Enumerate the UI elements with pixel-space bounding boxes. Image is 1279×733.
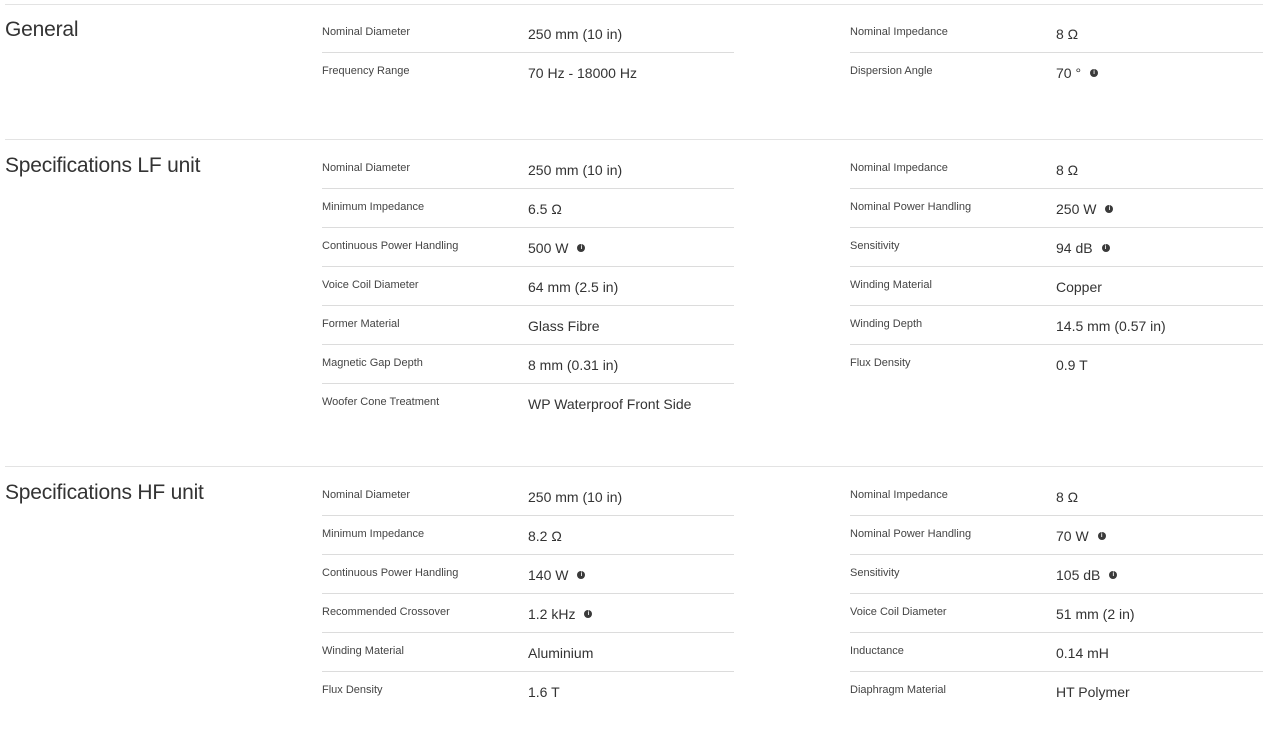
spec-value-cell — [1056, 567, 1117, 583]
spec-row — [322, 228, 734, 267]
spec-value: 8 Ω — [1056, 162, 1079, 178]
spec-value-cell — [528, 645, 593, 661]
spec-value: 1.2 kHz — [528, 606, 576, 622]
spec-value: 140 W — [528, 567, 569, 583]
spec-value-cell — [528, 65, 637, 81]
spec-value: HT Polymer — [1056, 684, 1130, 700]
spec-value-cell — [528, 201, 562, 217]
spec-value-cell — [528, 240, 585, 256]
spec-row — [850, 267, 1263, 306]
spec-column-right — [850, 150, 1263, 383]
spec-label: Continuous Power Handling — [322, 240, 459, 252]
spec-value-cell — [1056, 684, 1130, 700]
spec-row — [322, 555, 734, 594]
spec-value-cell — [528, 606, 592, 622]
spec-row — [322, 594, 734, 633]
spec-label: Magnetic Gap Depth — [322, 357, 423, 369]
spec-value-cell — [528, 396, 691, 412]
spec-row — [850, 150, 1263, 189]
spec-value-cell — [528, 279, 618, 295]
spec-row — [322, 14, 734, 53]
spec-column-left — [322, 150, 734, 422]
spec-value: 70 W — [1056, 528, 1089, 544]
spec-row — [850, 14, 1263, 53]
spec-label: Voice Coil Diameter — [322, 279, 419, 291]
spec-row — [322, 633, 734, 672]
spec-label: Flux Density — [322, 684, 383, 696]
spec-label: Nominal Diameter — [322, 489, 411, 501]
spec-value-cell — [528, 162, 622, 178]
spec-value: 250 mm (10 in) — [528, 26, 623, 42]
spec-value-cell — [528, 489, 622, 505]
spec-value: 14.5 mm (0.57 in) — [1056, 318, 1166, 334]
spec-value: 250 mm (10 in) — [528, 489, 623, 505]
spec-value-cell — [1056, 279, 1102, 295]
spec-row — [322, 267, 734, 306]
spec-value-cell — [528, 357, 618, 373]
spec-row — [322, 150, 734, 189]
spec-label: Inductance — [850, 645, 904, 657]
spec-value-cell — [528, 318, 600, 334]
info-icon[interactable]: i — [1098, 532, 1106, 540]
spec-value-cell — [1056, 318, 1166, 334]
spec-row — [850, 555, 1263, 594]
spec-label: Dispersion Angle — [850, 65, 933, 77]
info-icon[interactable]: i — [1090, 69, 1098, 77]
spec-value: 70 ° — [1056, 65, 1082, 81]
section-lf-unit — [5, 139, 1263, 466]
spec-value-cell — [1056, 357, 1088, 373]
spec-value: 250 mm (10 in) — [528, 162, 623, 178]
spec-label: Nominal Impedance — [850, 489, 948, 501]
spec-value: 250 W — [1056, 201, 1097, 217]
spec-label: Former Material — [322, 318, 400, 330]
section-title: Specifications HF unit — [5, 481, 204, 504]
spec-label: Sensitivity — [850, 240, 900, 252]
spec-value-cell — [1056, 201, 1113, 217]
spec-value: 0.14 mH — [1056, 645, 1109, 661]
spec-value-cell — [528, 26, 622, 42]
spec-row — [850, 594, 1263, 633]
spec-row — [322, 516, 734, 555]
spec-row — [850, 516, 1263, 555]
spec-value: 64 mm (2.5 in) — [528, 279, 619, 295]
spec-label: Diaphragm Material — [850, 684, 946, 696]
section-hf-unit — [5, 466, 1263, 733]
info-icon[interactable]: i — [1109, 571, 1117, 579]
spec-label: Winding Material — [322, 645, 404, 657]
spec-label: Winding Depth — [850, 318, 923, 330]
info-icon[interactable]: i — [577, 571, 585, 579]
spec-value-cell — [1056, 606, 1135, 622]
spec-value: Copper — [1056, 279, 1102, 295]
spec-row — [322, 345, 734, 384]
spec-label: Continuous Power Handling — [322, 567, 459, 579]
spec-value: 8.2 Ω — [528, 528, 562, 544]
spec-value-cell — [1056, 240, 1110, 256]
spec-value: WP Waterproof Front Side — [528, 396, 692, 412]
spec-label: Frequency Range — [322, 65, 410, 77]
spec-value-cell — [528, 684, 560, 700]
spec-row — [850, 53, 1263, 91]
spec-row — [850, 477, 1263, 516]
info-icon[interactable]: i — [1102, 244, 1110, 252]
spec-row — [322, 306, 734, 345]
spec-row — [850, 189, 1263, 228]
spec-row — [322, 189, 734, 228]
spec-value-cell — [1056, 489, 1078, 505]
spec-label: Woofer Cone Treatment — [322, 396, 440, 408]
spec-value-cell — [528, 528, 562, 544]
spec-value: 8 Ω — [1056, 26, 1079, 42]
spec-value: 51 mm (2 in) — [1056, 606, 1135, 622]
spec-row — [322, 53, 734, 91]
spec-label: Flux Density — [850, 357, 911, 369]
spec-value: 6.5 Ω — [528, 201, 562, 217]
spec-label: Sensitivity — [850, 567, 900, 579]
spec-row — [322, 477, 734, 516]
section-title: Specifications LF unit — [5, 154, 201, 177]
spec-value-cell — [1056, 26, 1078, 42]
spec-value: Aluminium — [528, 645, 594, 661]
spec-label: Nominal Diameter — [322, 162, 411, 174]
spec-label: Nominal Diameter — [322, 26, 411, 38]
spec-label: Winding Material — [850, 279, 932, 291]
spec-row — [850, 633, 1263, 672]
section-general — [5, 4, 1263, 138]
spec-column-left — [322, 14, 734, 91]
info-icon[interactable]: i — [1105, 205, 1113, 213]
spec-label: Minimum Impedance — [322, 528, 425, 540]
spec-row — [322, 384, 734, 422]
spec-value: 94 dB — [1056, 240, 1093, 256]
spec-label: Recommended Crossover — [322, 606, 450, 618]
spec-value-cell — [1056, 162, 1078, 178]
spec-label: Nominal Power Handling — [850, 201, 972, 213]
spec-column-left — [322, 477, 734, 710]
spec-value: 105 dB — [1056, 567, 1101, 583]
spec-row — [322, 672, 734, 710]
spec-label: Minimum Impedance — [322, 201, 425, 213]
spec-label: Voice Coil Diameter — [850, 606, 947, 618]
spec-label: Nominal Power Handling — [850, 528, 972, 540]
spec-value: Glass Fibre — [528, 318, 600, 334]
spec-value: 1.6 T — [528, 684, 560, 700]
spec-value-cell — [1056, 65, 1098, 81]
spec-value-cell — [528, 567, 585, 583]
spec-row — [850, 345, 1263, 383]
spec-label: Nominal Impedance — [850, 26, 948, 38]
spec-label: Nominal Impedance — [850, 162, 948, 174]
spec-value: 8 Ω — [1056, 489, 1079, 505]
spec-value: 70 Hz - 18000 Hz — [528, 65, 637, 81]
spec-value-cell — [1056, 528, 1106, 544]
spec-row — [850, 306, 1263, 345]
spec-value-cell — [1056, 645, 1109, 661]
spec-column-right — [850, 14, 1263, 91]
spec-row — [850, 672, 1263, 710]
info-icon[interactable]: i — [584, 610, 592, 618]
spec-value: 500 W — [528, 240, 569, 256]
spec-column-right — [850, 477, 1263, 710]
spec-row — [850, 228, 1263, 267]
spec-value: 0.9 T — [1056, 357, 1088, 373]
section-title: General — [5, 18, 79, 41]
info-icon[interactable]: i — [577, 244, 585, 252]
spec-value: 8 mm (0.31 in) — [528, 357, 619, 373]
